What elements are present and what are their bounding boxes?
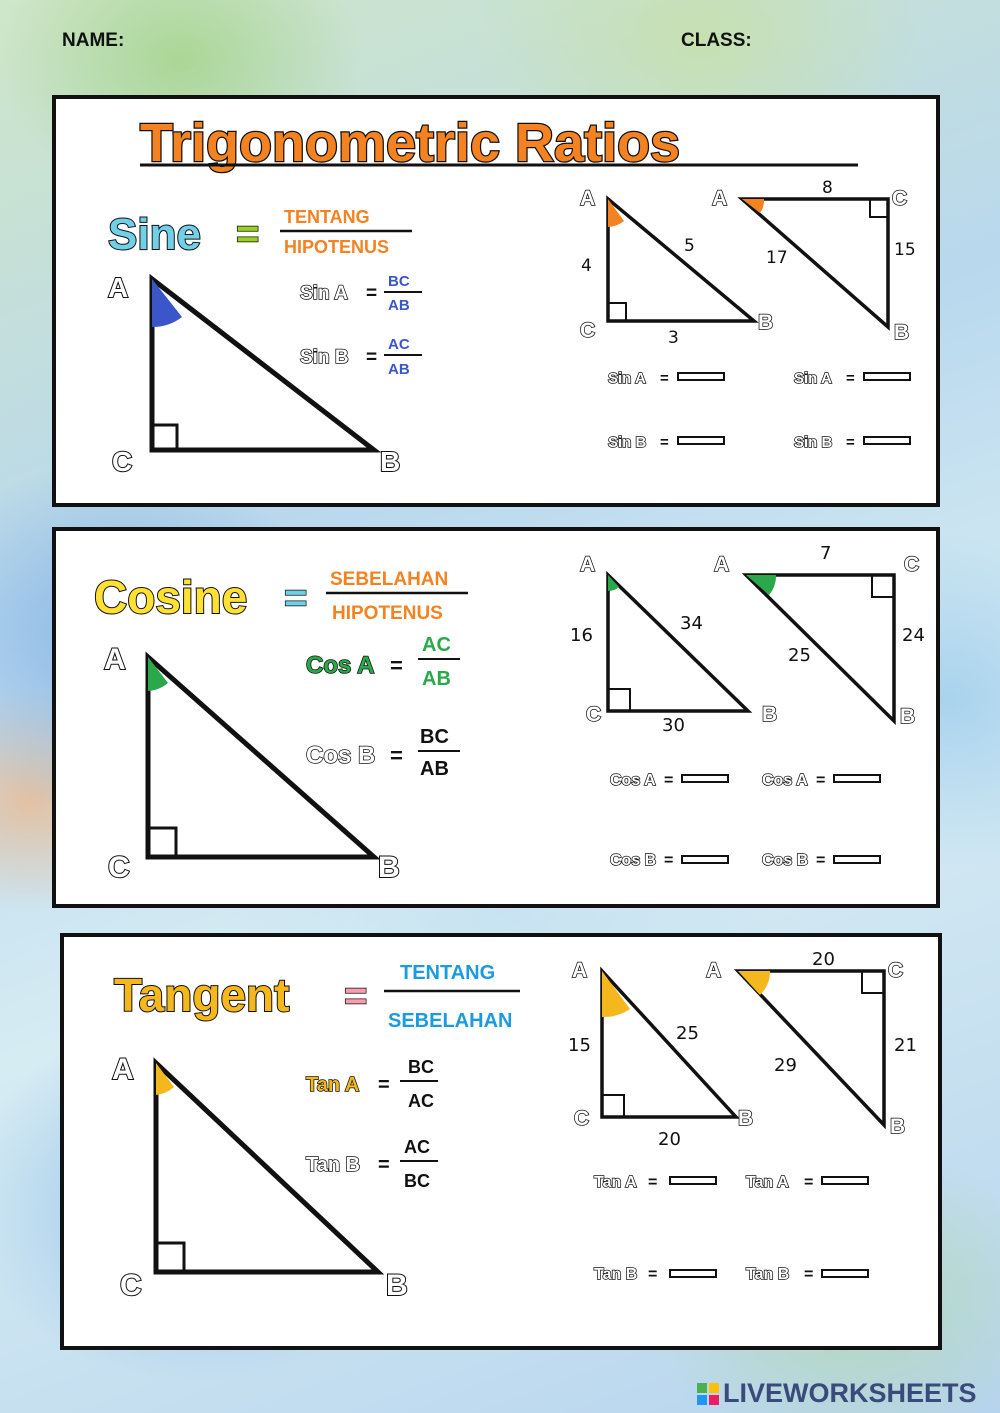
tangent-numerator: TENTANG <box>400 962 496 984</box>
class-label: CLASS: <box>681 30 752 51</box>
sine-ex1-side-ab: 5 <box>684 236 695 256</box>
sine-answer-b1-label: Sin B <box>608 434 647 451</box>
tangent-ex2-side-ac: 20 <box>812 949 835 970</box>
tangent-vertex-a: A <box>112 1053 134 1086</box>
tangent-ex2-side-ab: 29 <box>774 1055 797 1076</box>
tangent-answer-a2-eq: = <box>804 1174 814 1191</box>
tangent-heading: Tangent <box>114 969 290 1021</box>
tangent-answer-b1-eq: = <box>648 1266 658 1283</box>
liveworksheets-logo-icon <box>697 1383 719 1405</box>
cosine-answer-a2-label: Cos A <box>762 772 808 789</box>
cosine-vertex-a: A <box>104 643 126 676</box>
tangent-ex2-side-cb: 21 <box>894 1035 917 1056</box>
cosine-ex1-side-cb: 30 <box>662 715 685 736</box>
tangent-vertex-b: B <box>386 1269 408 1302</box>
sine-formula-b-num: AC <box>388 336 410 353</box>
tangent-answer-b1-input[interactable] <box>670 1270 716 1277</box>
cosine-answer-a2-input[interactable] <box>834 775 880 782</box>
sine-answer-b2-label: Sin B <box>794 434 833 451</box>
cosine-formula-b-eq: = <box>390 743 403 768</box>
sine-formula-b-eq: = <box>366 347 378 368</box>
sine-angle-marker <box>152 279 182 327</box>
cosine-ex2-vertex-c: C <box>904 553 920 576</box>
sine-ex2-vertex-b: B <box>894 321 910 344</box>
tangent-ex1-vertex-a: A <box>572 959 588 982</box>
cosine-numerator: SEBELAHAN <box>330 569 449 590</box>
cosine-denominator: HIPOTENUS <box>332 603 443 624</box>
sine-answer-a2-input[interactable] <box>864 373 910 380</box>
tangent-answer-b2-label: Tan B <box>746 1266 790 1283</box>
cosine-ex1-vertex-c: C <box>586 703 602 726</box>
sine-ex2-side-ab: 17 <box>766 248 788 268</box>
sine-denominator: HIPOTENUS <box>284 237 390 257</box>
tangent-ex1-side-ab: 25 <box>676 1023 699 1044</box>
tangent-formula-a-eq: = <box>378 1074 390 1096</box>
tangent-answer-a2-label: Tan A <box>746 1174 789 1191</box>
cosine-formula-b-den: AB <box>420 758 449 780</box>
cosine-formula-b-num: BC <box>420 726 449 748</box>
sine-ex1-vertex-a: A <box>580 187 596 210</box>
tangent-formula-a-num: BC <box>408 1057 434 1077</box>
sine-formula-a-label: Sin A <box>300 283 348 304</box>
page-title: Trigonometric Ratios <box>140 113 681 173</box>
cosine-ex2-vertex-a: A <box>714 553 730 576</box>
sine-formula-a-den: AB <box>388 297 410 314</box>
cosine-ex2-vertex-b: B <box>900 705 916 728</box>
sine-answer-a1-input[interactable] <box>678 373 724 380</box>
tangent-answer-b2-eq: = <box>804 1266 814 1283</box>
sine-answer-b1-eq: = <box>660 434 669 451</box>
cosine-ex2-side-cb: 24 <box>902 625 925 646</box>
tangent-ex1-vertex-c: C <box>574 1107 590 1130</box>
cosine-formula-b-label: Cos B <box>306 742 376 769</box>
sine-ex1-vertex-c: C <box>580 319 596 342</box>
tangent-answer-a1-eq: = <box>648 1174 658 1191</box>
cosine-equals: = <box>284 576 308 620</box>
sine-formula-a-eq: = <box>366 283 378 304</box>
sine-panel <box>52 95 940 507</box>
sine-ex2-vertex-a: A <box>712 187 728 210</box>
sine-formula-a-num: BC <box>388 273 410 290</box>
cosine-panel <box>52 527 940 908</box>
tangent-answer-a1-label: Tan A <box>594 1174 637 1191</box>
sine-answer-a2-eq: = <box>846 370 855 387</box>
tangent-formula-b-eq: = <box>378 1154 390 1176</box>
cosine-ex1-side-ac: 16 <box>570 625 593 646</box>
cosine-vertex-c: C <box>108 851 130 884</box>
name-label: NAME: <box>62 30 125 51</box>
tangent-ex1-side-cb: 20 <box>658 1129 681 1150</box>
sine-ex2-side-ac: 8 <box>822 178 833 198</box>
liveworksheets-logo[interactable] <box>697 1378 977 1409</box>
tangent-formula-a-den: AC <box>408 1091 434 1111</box>
cosine-answer-b1-eq: = <box>664 852 674 869</box>
cosine-ex2-side-ac: 7 <box>820 543 832 564</box>
tangent-vertex-c: C <box>120 1269 142 1302</box>
sine-answer-b1-input[interactable] <box>678 437 724 444</box>
tangent-ex2-vertex-c: C <box>888 959 904 982</box>
sine-heading: Sine <box>108 210 201 259</box>
tangent-answer-b2-input[interactable] <box>822 1270 868 1277</box>
cosine-ex2-side-ab: 25 <box>788 645 811 666</box>
sine-ex2-side-cb: 15 <box>894 240 916 260</box>
cosine-answer-b1-input[interactable] <box>682 856 728 863</box>
cosine-formula-a-eq: = <box>390 653 403 678</box>
sine-answer-a2-label: Sin A <box>794 370 832 387</box>
tangent-ex2-vertex-b: B <box>890 1115 906 1138</box>
cosine-answer-a2-eq: = <box>816 772 826 789</box>
tangent-denominator: SEBELAHAN <box>388 1010 513 1032</box>
cosine-ex1-vertex-a: A <box>580 553 596 576</box>
sine-ex1-side-ac: 4 <box>581 256 592 276</box>
sine-ex1-side-cb: 3 <box>668 328 679 348</box>
sine-formula-b-label: Sin B <box>300 347 349 368</box>
sine-answer-a1-eq: = <box>660 370 669 387</box>
tangent-formula-b-label: Tan B <box>306 1154 361 1176</box>
cosine-answer-b2-eq: = <box>816 852 826 869</box>
sine-numerator: TENTANG <box>284 207 370 227</box>
cosine-heading: Cosine <box>94 571 248 623</box>
sine-ex2-vertex-c: C <box>892 187 908 210</box>
sine-ex1-vertex-b: B <box>758 311 774 334</box>
tangent-ex1-vertex-b: B <box>738 1107 754 1130</box>
cosine-ex1-vertex-b: B <box>762 703 778 726</box>
cosine-ex1-side-ab: 34 <box>680 613 703 634</box>
tangent-formula-b-num: AC <box>404 1137 430 1157</box>
tangent-answer-b1-label: Tan B <box>594 1266 638 1283</box>
liveworksheets-logo-text: LIVEWORKSHEETS <box>723 1378 977 1408</box>
sine-vertex-b: B <box>380 446 401 477</box>
tangent-ex2-vertex-a: A <box>706 959 722 982</box>
tangent-answer-a1-input[interactable] <box>670 1177 716 1184</box>
cosine-formula-a-den: AB <box>422 668 451 690</box>
tangent-ex1-side-ac: 15 <box>568 1035 591 1056</box>
tangent-formula-b-den: BC <box>404 1171 430 1191</box>
sine-answer-a1-label: Sin A <box>608 370 646 387</box>
cosine-answer-a1-label: Cos A <box>610 772 656 789</box>
sine-answer-b2-eq: = <box>846 434 855 451</box>
cosine-answer-b2-input[interactable] <box>834 856 880 863</box>
cosine-formula-a-num: AC <box>422 634 451 656</box>
sine-vertex-c: C <box>112 446 133 477</box>
sine-equals: = <box>236 212 260 256</box>
cosine-answer-b2-label: Cos B <box>762 852 809 869</box>
sine-answer-b2-input[interactable] <box>864 437 910 444</box>
sine-vertex-a: A <box>108 272 129 303</box>
tangent-panel <box>60 933 942 1350</box>
tangent-answer-a2-input[interactable] <box>822 1177 868 1184</box>
sine-formula-b-den: AB <box>388 361 410 378</box>
cosine-formula-a-label: Cos A <box>306 652 375 679</box>
tangent-formula-a-label: Tan A <box>306 1074 360 1096</box>
cosine-vertex-b: B <box>378 851 400 884</box>
cosine-answer-b1-label: Cos B <box>610 852 657 869</box>
cosine-answer-a1-eq: = <box>664 772 674 789</box>
cosine-answer-a1-input[interactable] <box>682 775 728 782</box>
tangent-equals: = <box>344 974 368 1018</box>
